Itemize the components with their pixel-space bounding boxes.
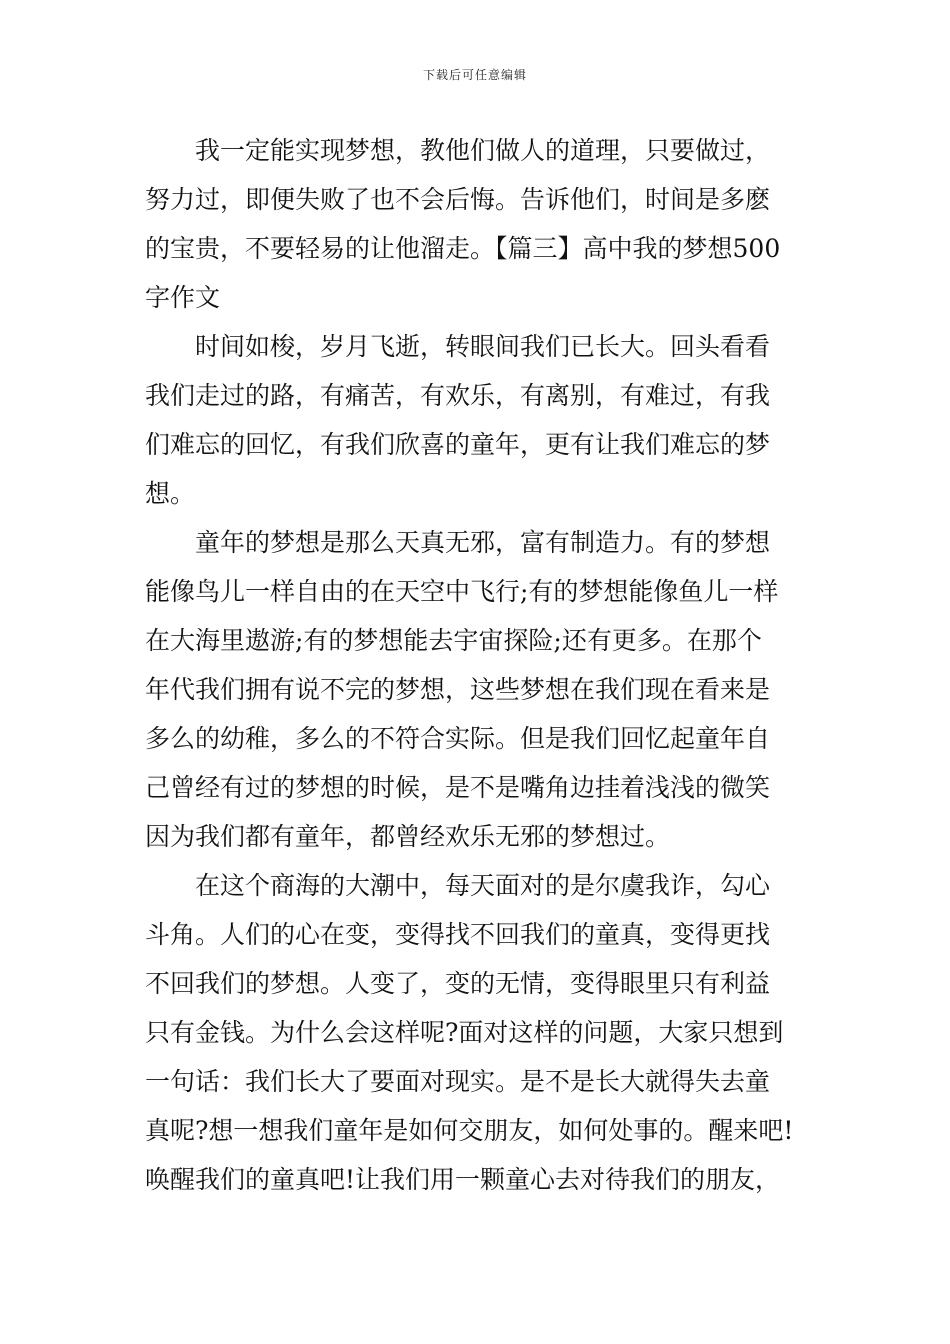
text-line: 不回我们的梦想。人变了，变的无情，变得眼里只有利益 [145,969,771,998]
page-header: 下载后可任意编辑 [422,68,527,82]
text-line: 因为我们都有童年，都曾经欢乐无邪的梦想过。 [145,822,671,851]
text-line: 童年的梦想是那么天真无邪，富有制造力。有的梦想 [145,528,771,557]
text-line: 字作文 [145,283,221,312]
text-line: 的宝贵，不要轻易的让他溜走。【篇三】高中我的梦想500 [145,234,781,263]
text-line: 己曾经有过的梦想的时候，是不是嘴角边挂着浅浅的微笑 [145,773,771,802]
text-line: 唤醒我们的童真吧!让我们用一颗童心去对待我们的朋友， [145,1165,781,1194]
text-line: 只有金钱。为什么会这样呢?面对这样的问题，大家只想到 [145,1018,784,1047]
text-line: 在这个商海的大潮中，每天面对的是尔虞我诈，勾心 [145,871,771,900]
paragraph-4 [145,861,809,1204]
text-line: 真呢?想一想我们童年是如何交朋友，如何处事的。醒来吧! [145,1116,794,1145]
text-line: 在大海里遨游;有的梦想能去宇宙探险;还有更多。在那个 [145,626,762,655]
paragraph-2 [145,322,809,518]
text-line: 能像鸟儿一样自由的在天空中飞行;有的梦想能像鱼儿一样 [145,577,779,606]
text-line: 我一定能实现梦想，教他们做人的道理，只要做过， [145,136,771,165]
paragraph-3 [145,518,809,861]
text-line: 们难忘的回忆，有我们欣喜的童年，更有让我们难忘的梦 [145,430,771,459]
text-line: 我们走过的路，有痛苦，有欢乐，有离别，有难过，有我 [145,381,771,410]
document-body [145,126,809,1204]
text-line: 年代我们拥有说不完的梦想，这些梦想在我们现在看来是 [145,675,771,704]
paragraph-1 [145,126,809,322]
text-line: 努力过，即便失败了也不会后悔。告诉他们，时间是多麽 [145,185,771,214]
text-line: 多么的幼稚，多么的不符合实际。但是我们回忆起童年自 [145,724,771,753]
text-line: 时间如梭，岁月飞逝，转眼间我们已长大。回头看看 [145,332,771,361]
text-line: 斗角。人们的心在变，变得找不回我们的童真，变得更找 [145,920,771,949]
text-line: 想。 [145,479,196,508]
text-line: 一句话：我们长大了要面对现实。是不是长大就得失去童 [145,1067,771,1096]
